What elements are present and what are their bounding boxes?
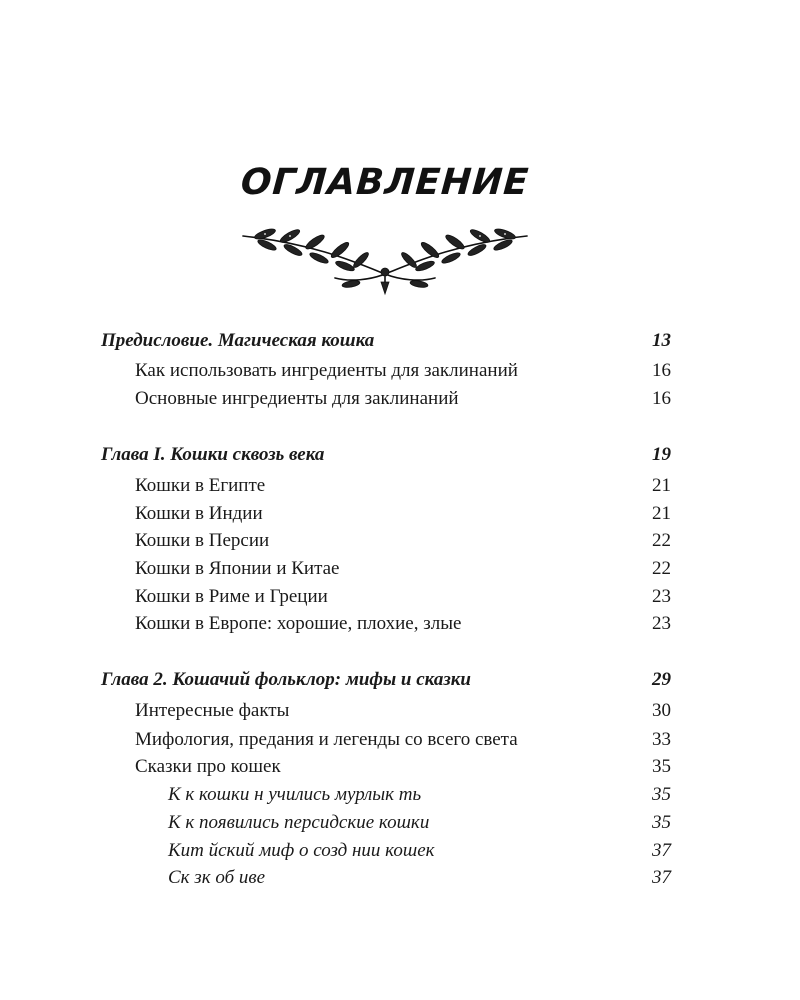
toc-page-number: 37 bbox=[652, 867, 671, 888]
toc-subsection-row bbox=[168, 810, 671, 836]
toc-page-number: 23 bbox=[652, 586, 671, 607]
toc-page-number: 19 bbox=[652, 444, 671, 465]
toc-page-number: 37 bbox=[652, 840, 671, 861]
toc-section-row bbox=[135, 473, 671, 499]
toc-entry-title: К к кошки н учились мурлык ть bbox=[168, 784, 422, 805]
toc-entry-title: Сказки про кошек bbox=[135, 756, 281, 777]
toc-section-row bbox=[135, 556, 671, 582]
toc-page-number: 16 bbox=[652, 388, 671, 409]
toc-entry-title: Мифология, предания и легенды со всего света bbox=[135, 729, 518, 750]
toc-section-row bbox=[135, 528, 671, 554]
toc-entry-title: Глава I. Кошки сквозь века bbox=[101, 444, 325, 465]
toc-page-number: 16 bbox=[652, 360, 671, 381]
toc-entry-title: Кошки в Индии bbox=[135, 503, 263, 524]
toc-entry-title: Кошки в Персии bbox=[135, 530, 270, 551]
toc-section-row bbox=[135, 611, 671, 637]
toc-entry-title: Предисловие. Магическая кошка bbox=[101, 330, 375, 351]
toc-page-number: 22 bbox=[652, 530, 671, 551]
toc-page-number: 35 bbox=[652, 812, 671, 833]
toc-entry-title: Кошки в Египте bbox=[135, 475, 266, 496]
page-title: ОГЛАВЛЕНИЕ bbox=[239, 162, 531, 203]
toc-entry-title: Кошки в Японии и Китае bbox=[135, 558, 340, 579]
toc-section-row bbox=[135, 754, 671, 780]
toc-section-row bbox=[135, 698, 671, 724]
toc-entry-title: К к появились персидские кошки bbox=[168, 812, 430, 833]
toc-entry-title: Интересные факты bbox=[135, 700, 290, 721]
toc-page-number: 35 bbox=[652, 784, 671, 805]
toc-subsection-row bbox=[168, 865, 671, 891]
toc-page-number: 21 bbox=[652, 475, 671, 496]
toc-page-number: 21 bbox=[652, 503, 671, 524]
toc-section-row bbox=[135, 358, 671, 384]
toc-page-number: 23 bbox=[652, 613, 671, 634]
toc-section-row bbox=[135, 584, 671, 610]
toc-page-number: 13 bbox=[652, 330, 671, 351]
toc-entry-title: Глава 2. Кошачий фольклор: мифы и сказки bbox=[101, 669, 471, 690]
toc-page-number: 30 bbox=[652, 700, 671, 721]
toc-page-number: 35 bbox=[652, 756, 671, 777]
toc-entry-title: Кошки в Европе: хорошие, плохие, злые bbox=[135, 613, 462, 634]
toc-page-number: 29 bbox=[652, 669, 671, 690]
toc-chapter-row bbox=[101, 442, 671, 468]
toc-section-row bbox=[135, 386, 671, 412]
toc-section-row bbox=[135, 501, 671, 527]
toc-subsection-row bbox=[168, 782, 671, 808]
toc-chapter-row bbox=[101, 667, 671, 693]
toc-page-number: 22 bbox=[652, 558, 671, 579]
toc-entry-title: Ск зк об иве bbox=[168, 867, 266, 888]
toc-entry-title: Кошки в Риме и Греции bbox=[135, 586, 328, 607]
toc-page-number: 33 bbox=[652, 729, 671, 750]
toc-subsection-row bbox=[168, 838, 671, 864]
toc-chapter-row bbox=[101, 328, 671, 354]
toc-section-row bbox=[135, 727, 671, 753]
toc-entry-title: Основные ингредиенты для заклинаний bbox=[135, 388, 459, 409]
toc-entry-title: Кит йский миф о созд нии кошек bbox=[168, 840, 435, 861]
toc-entry-title: Как использовать ингредиенты для заклинаний bbox=[135, 360, 518, 381]
